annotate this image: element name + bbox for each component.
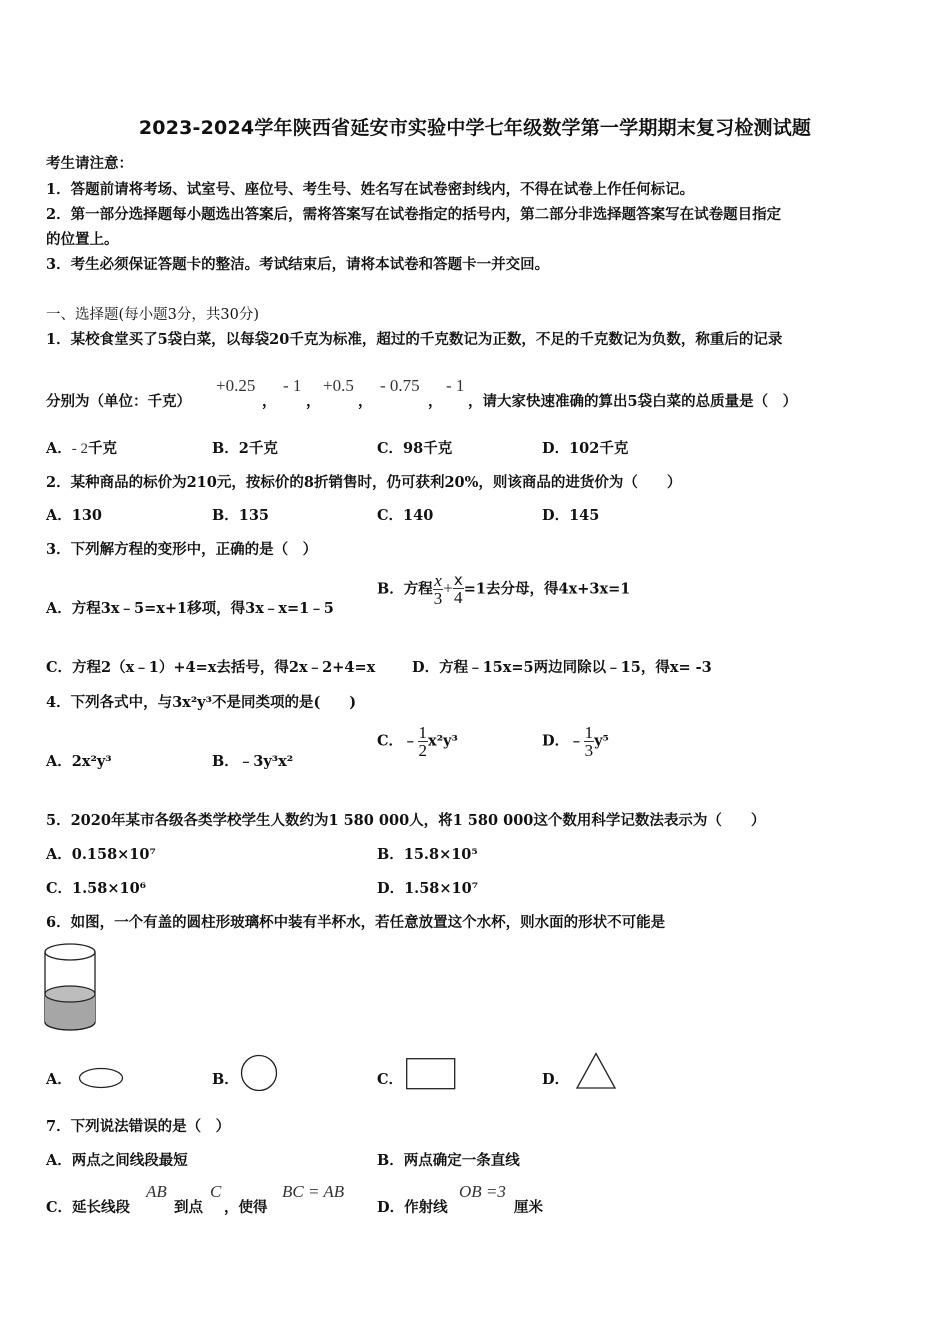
- q1-comma: ，: [262, 393, 277, 410]
- q3-option-b[interactable]: B．方程 $\frac{x}{3}$ + $\frac{x}{4}$ =1去分母，得4x+3x=1: [377, 571, 631, 608]
- q2-option-a[interactable]: A．130: [46, 507, 103, 524]
- q6-option-d[interactable]: D．: [542, 1071, 570, 1088]
- fraction: $\frac{1}{2}$: [418, 723, 428, 760]
- notice-heading: 考生请注意：: [46, 155, 133, 172]
- math-bc-ab: BC = AB: [282, 1182, 345, 1201]
- notice-item: 1．答题前请将考场、试室号、座位号、考生号、姓名写在试卷密封线内，不得在试卷上作任何标记。: [46, 181, 695, 198]
- section-heading: 一、选择题(每小题3分，共30分): [46, 307, 259, 323]
- math-c: C: [210, 1182, 222, 1201]
- q1-value: +0.5: [323, 376, 354, 395]
- notice-item: 2．第一部分选择题每小题选出答案后，需将答案写在试卷指定的括号内，第二部分非选择题答案写在试卷题目指定: [46, 206, 782, 223]
- q6-option-b[interactable]: B．: [212, 1071, 239, 1088]
- q4-option-d[interactable]: D．﹣ $\frac{1}{3}$ y⁵: [542, 723, 609, 760]
- q6-option-a[interactable]: A．: [46, 1071, 72, 1088]
- q7-option-b[interactable]: B．两点确定一条直线: [377, 1152, 520, 1169]
- math-ab: AB: [146, 1182, 167, 1201]
- q4-option-a[interactable]: A．2x²y³: [46, 753, 112, 770]
- q6-stem: 6．如图，一个有盖的圆柱形玻璃杯中装有半杯水，若任意放置这个水杯，则水面的形状不可能是: [46, 914, 666, 931]
- fraction: $\frac{1}{3}$: [584, 723, 594, 760]
- q5-option-b[interactable]: B．15.8×10⁵: [377, 846, 478, 863]
- q1-comma: ，: [358, 393, 373, 410]
- q1-option-a[interactable]: A．- 2千克: [46, 440, 118, 457]
- q1-option-b[interactable]: B．2千克: [212, 440, 278, 457]
- ellipse-shape: [78, 1067, 124, 1089]
- q1-value: +0.25: [216, 376, 256, 395]
- q1-option-d[interactable]: D．102千克: [542, 440, 629, 457]
- notice-item: 3．考生必须保证答题卡的整洁。考试结束后，请将本试卷和答题卡一并交回。: [46, 256, 550, 273]
- triangle-shape: [575, 1052, 617, 1090]
- q1-value: - 1: [283, 376, 302, 395]
- q7-option-c-text: 到点: [174, 1199, 203, 1216]
- q3-option-d[interactable]: D．方程﹣15x=5两边同除以﹣15，得x= -3: [412, 659, 712, 676]
- fraction: $\frac{x}{3}$: [433, 571, 443, 608]
- fraction: $\frac{x}{4}$: [453, 571, 463, 607]
- q7-option-c[interactable]: C．延长线段: [46, 1199, 131, 1216]
- q1-comma: ，: [306, 393, 321, 410]
- q1-value: - 1: [446, 376, 465, 395]
- q3-option-a[interactable]: A．方程3x﹣5=x+1移项，得3x﹣x=1﹣5: [46, 600, 334, 617]
- q1-stem: 1．某校食堂买了5袋白菜，以每袋20千克为标准，超过的千克数记为正数，不足的千克数记为负数，称重后的记录: [46, 331, 783, 348]
- q5-option-a[interactable]: A．0.158×10⁷: [46, 846, 156, 863]
- q1-stem-cont: 分别为（单位：千克）: [46, 393, 191, 410]
- q4-option-b[interactable]: B．﹣3y³x²: [212, 753, 294, 770]
- q1-stem-end: ，请大家快速准确的算出5袋白菜的总质量是（ ）: [468, 393, 798, 410]
- cylinder-glass-figure: [44, 942, 96, 1032]
- q5-option-d[interactable]: D．1.58×10⁷: [377, 880, 479, 897]
- q3-stem: 3．下列解方程的变形中，正确的是（ ）: [46, 541, 318, 558]
- q1-option-c[interactable]: C．98千克: [377, 440, 453, 457]
- q5-option-c[interactable]: C．1.58×10⁶: [46, 880, 147, 897]
- rectangle-shape: [406, 1058, 456, 1090]
- q5-stem: 5．2020年某市各级各类学校学生人数约为1 580 000人，将1 580 000这个数用科学记数法表示为（ ）: [46, 812, 766, 829]
- q2-stem: 2．某种商品的标价为210元，按标价的8折销售时，仍可获利20%，则该商品的进货价为（ ）: [46, 474, 682, 491]
- q7-stem: 7．下列说法错误的是（ ）: [46, 1118, 231, 1135]
- q2-option-b[interactable]: B．135: [212, 507, 270, 524]
- q1-value: - 0.75: [380, 376, 420, 395]
- q2-option-c[interactable]: C．140: [377, 507, 434, 524]
- q7-option-c-text: ，使得: [224, 1199, 268, 1216]
- q7-option-a[interactable]: A．两点之间线段最短: [46, 1152, 188, 1169]
- notice-item: 的位置上。: [46, 231, 119, 248]
- q4-option-c[interactable]: C．﹣ $\frac{1}{2}$ x²y³: [377, 723, 458, 760]
- q4-stem: 4．下列各式中，与3x²y³不是同类项的是( ): [46, 694, 357, 711]
- q6-option-c[interactable]: C．: [377, 1071, 404, 1088]
- circle-shape: [240, 1054, 278, 1092]
- page-title: 2023-2024学年陕西省延安市实验中学七年级数学第一学期期末复习检测试题: [138, 117, 812, 139]
- q1-comma: ，: [428, 393, 443, 410]
- q2-option-d[interactable]: D．145: [542, 507, 600, 524]
- math-ob: OB =3: [459, 1182, 506, 1201]
- q7-option-d[interactable]: D．作射线: [377, 1199, 448, 1216]
- q3-option-c[interactable]: C．方程2（x﹣1）+4=x去括号，得2x﹣2+4=x: [46, 659, 376, 676]
- q7-option-d-text: 厘米: [514, 1199, 543, 1216]
